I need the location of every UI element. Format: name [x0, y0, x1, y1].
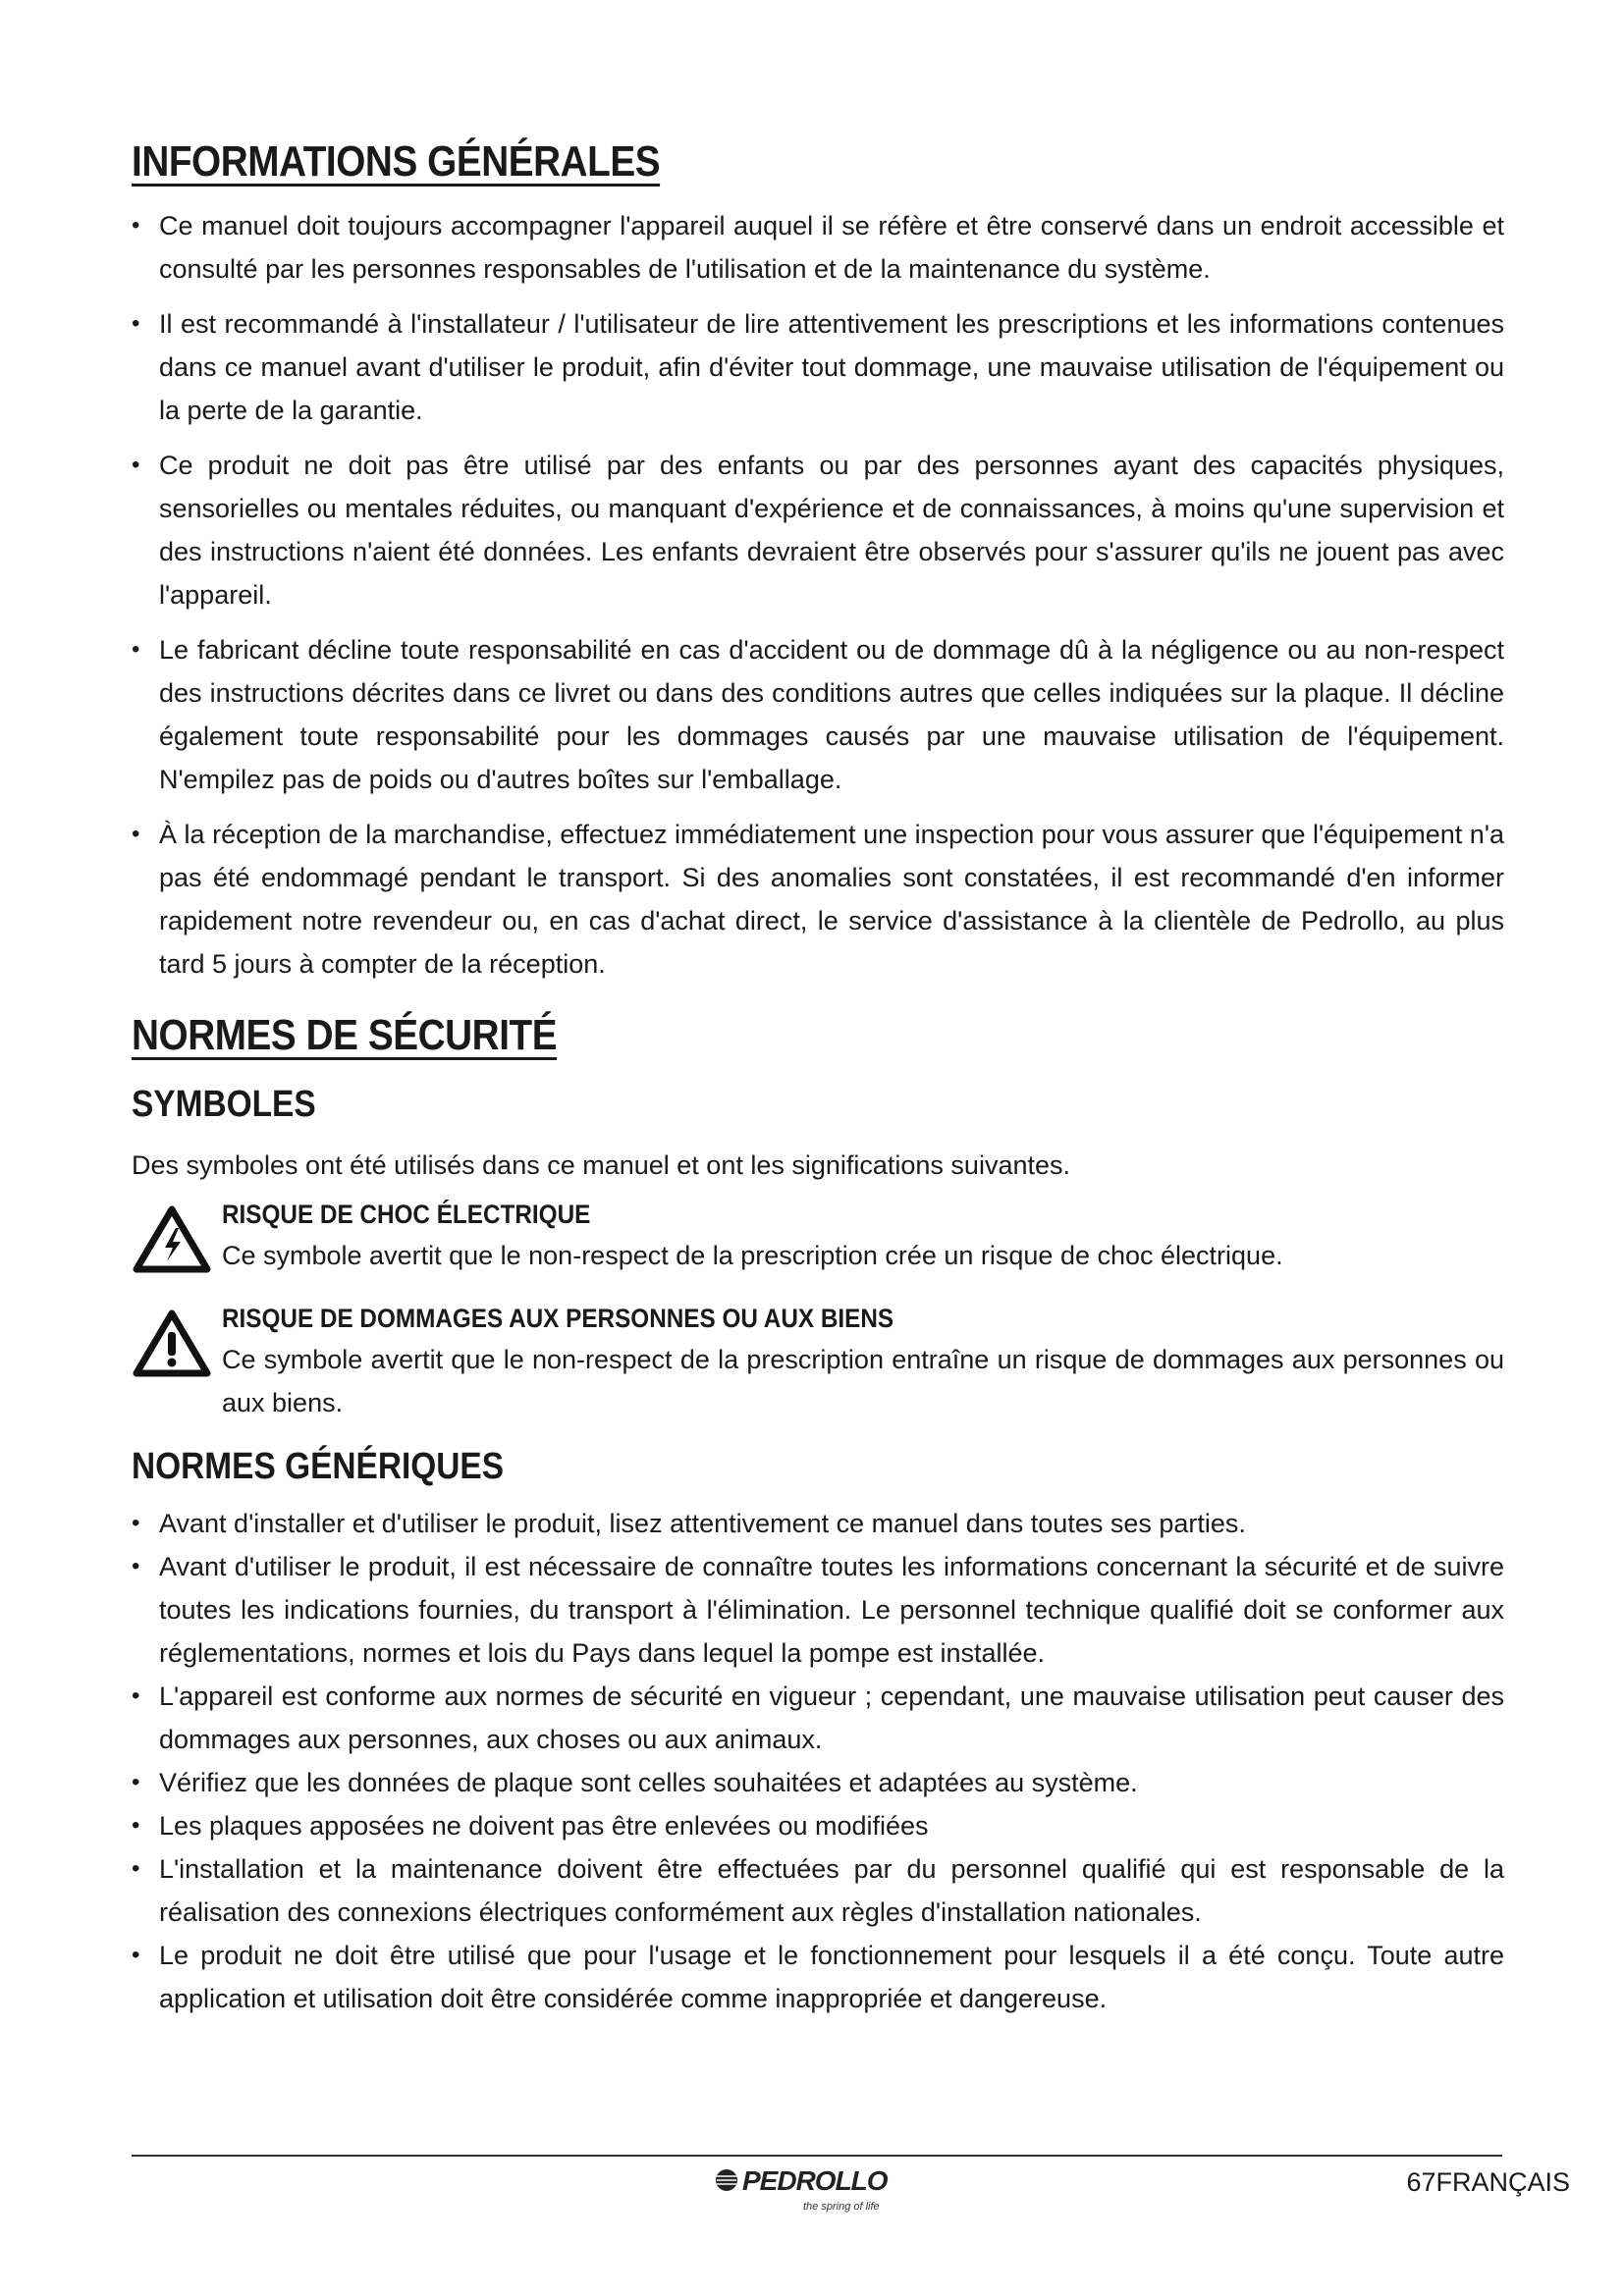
symbol-description: Ce symbole avertit que le non-respect de la prescription entraîne un risque de dommages aux personnes ou aux biens. — [222, 1345, 1504, 1417]
list-item: • Les plaques apposées ne doivent pas être enlevées ou modifiées — [132, 1804, 1504, 1847]
list-item: • À la réception de la marchandise, effectuez immédiatement une inspection pour vous assurer que l'équipement n'a pas été endommagé pendant le transport. Si des anomalies sont constatées, il est recommandé d'en informer rapidement notre revendeur ou, en cas d'achat direct, le service d'assistance à la clientèle de Pedrollo, au plus tard 5 jours à compter de la réception. — [132, 813, 1504, 986]
symbol-title: RISQUE DE CHOC ÉLECTRIQUE — [222, 1200, 591, 1229]
general-warning-icon — [132, 1308, 212, 1379]
symbols-heading: SYMBOLES — [132, 1084, 316, 1125]
list-item: • Le fabricant décline toute responsabilité en cas d'accident ou de dommage dû à la négligence ou au non-respect des instructions décrites dans ce livret ou dans des conditions autres que celles indiquées sur la plaque. Il décline également toute responsabilité pour les dommages causés par une mauvaise utilisation de l'équipement. N'empilez pas de poids ou d'autres boîtes sur l'emballage. — [132, 628, 1504, 801]
symbols-subsection — [132, 1084, 1504, 1424]
list-item: • Avant d'installer et d'utiliser le produit, lisez attentivement ce manuel dans toutes ses parties. — [132, 1502, 1504, 1545]
general-info-section — [132, 137, 1504, 986]
generic-norms-heading: NORMES GÉNÉRIQUES — [132, 1446, 505, 1487]
general-info-list — [132, 204, 1504, 986]
list-item: • L'appareil est conforme aux normes de sécurité en vigueur ; cependant, une mauvaise utilisation peut causer des dommages aux personnes, aux choses ou aux animaux. — [132, 1675, 1504, 1761]
symbols-intro: Des symboles ont été utilisés dans ce manuel et ont les significations suivantes. — [132, 1150, 1070, 1180]
generic-norms-subsection — [132, 1446, 1504, 2020]
page-content — [132, 137, 1504, 2020]
generic-norms-list — [132, 1502, 1504, 2020]
logo-brand: PEDROLLO — [742, 2165, 888, 2196]
general-info-heading: INFORMATIONS GÉNÉRALES — [132, 137, 661, 186]
safety-heading: NORMES DE SÉCURITÉ — [132, 1011, 558, 1059]
page-number: 67FRANÇAIS — [1406, 2167, 1570, 2197]
electric-shock-warning-icon — [132, 1204, 212, 1275]
list-item: • Ce produit ne doit pas être utilisé par des enfants ou par des personnes ayant des capacités physiques, sensorielles ou mentales réduites, ou manquant d'expérience et de connaissances, à moins qu'une supervision et des instructions n'aient été données. Les enfants devraient être observés pour s'assurer qu'ils ne jouent pas avec l'appareil. — [132, 444, 1504, 616]
logo-tagline: the spring of life — [803, 2201, 880, 2213]
symbol-description: Ce symbole avertit que le non-respect de la prescription crée un risque de choc électrique. — [222, 1241, 1283, 1270]
list-item: • Vérifiez que les données de plaque sont celles souhaitées et adaptées au système. — [132, 1761, 1504, 1804]
safety-section — [132, 1011, 1504, 2020]
symbol-title: RISQUE DE DOMMAGES AUX PERSONNES OU AUX BIENS — [222, 1304, 894, 1333]
list-item: • Le produit ne doit être utilisé que pour l'usage et le fonctionnement pour lesquels il a été conçu. Toute autre application et utilisation doit être considérée comme inappropriée et dangereuse. — [132, 1934, 1504, 2020]
symbol-electric-shock — [132, 1195, 1504, 1277]
list-item: • Avant d'utiliser le produit, il est nécessaire de connaître toutes les informations concernant la sécurité et de suivre toutes les indications fournies, du transport à l'élimination. Le personnel technique qualifié doit se conformer aux réglementations, normes et lois du Pays dans lequel la pompe est installée. — [132, 1545, 1504, 1675]
pedrollo-logo — [713, 2163, 929, 2217]
footer-divider — [132, 2155, 1502, 2157]
list-item: • Il est recommandé à l'installateur / l'utilisateur de lire attentivement les prescriptions et les informations contenues dans ce manuel avant d'utiliser le produit, afin d'éviter tout dommage, une mauvaise utilisation de l'équipement ou la perte de la garantie. — [132, 302, 1504, 432]
list-item: • Ce manuel doit toujours accompagner l'appareil auquel il se réfère et être conservé dans un endroit accessible et consulté par les personnes responsables de l'utilisation et de la maintenance du système. — [132, 204, 1504, 291]
list-item: • L'installation et la maintenance doivent être effectuées par du personnel qualifié qui est responsable de la réalisation des connexions électriques conformément aux règles d'installation nationales. — [132, 1847, 1504, 1934]
symbol-general-warning — [132, 1299, 1504, 1424]
